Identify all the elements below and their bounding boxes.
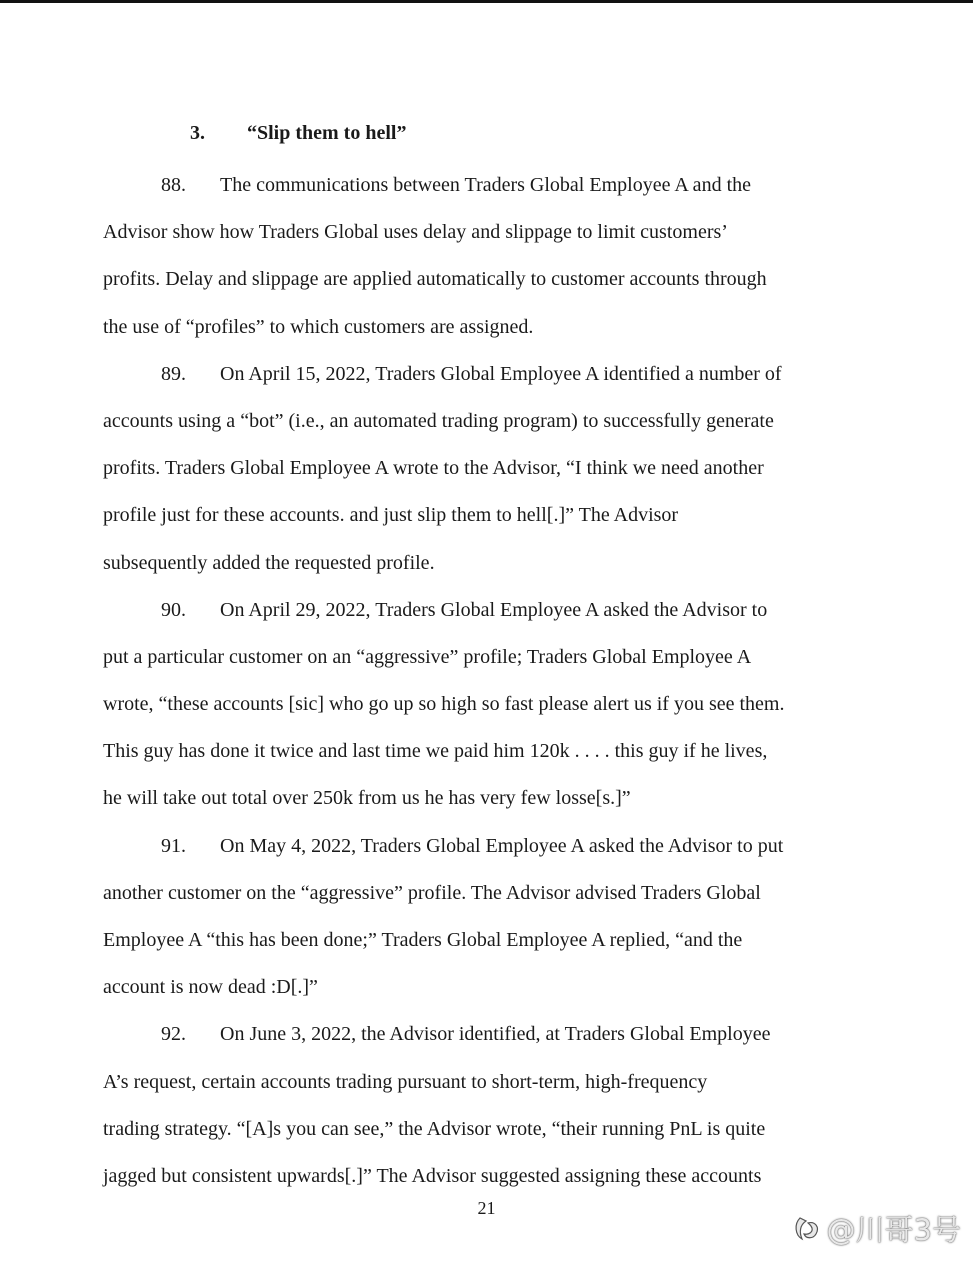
text-line <box>103 634 873 681</box>
paragraph <box>103 1011 873 1200</box>
text-line <box>103 540 873 587</box>
text-line <box>103 209 873 256</box>
line-text: another customer on the “aggressive” profile. The Advisor advised Traders Global <box>103 881 761 904</box>
text-line <box>103 1059 873 1106</box>
watermark-text: @川哥3号 <box>826 1212 961 1247</box>
text-line <box>103 964 873 1011</box>
text-line <box>103 304 873 351</box>
section-heading <box>103 118 873 148</box>
text-line <box>103 870 873 917</box>
text-line <box>103 823 873 870</box>
line-text: On May 4, 2022, Traders Global Employee A asked the Advisor to put <box>220 834 784 857</box>
section-number: 3. <box>190 122 205 144</box>
line-text: On June 3, 2022, the Advisor identified, at Traders Global Employee <box>220 1023 771 1046</box>
line-text: trading strategy. “[A]s you can see,” the Advisor wrote, “their running PnL is quite <box>103 1117 766 1140</box>
line-text: Employee A “this has been done;” Traders Global Employee A replied, “and the <box>103 929 743 951</box>
text-line <box>103 492 873 539</box>
text-line <box>103 162 873 209</box>
text-line <box>103 917 873 964</box>
paragraph <box>103 351 873 587</box>
section-title: “Slip them to hell” <box>247 122 407 144</box>
paragraph-number: 90. <box>161 598 186 621</box>
text-line <box>103 351 873 398</box>
text-line <box>103 256 873 303</box>
text-line <box>103 398 873 445</box>
paragraph-list <box>103 162 873 1200</box>
watermark-logo-icon <box>791 1212 823 1244</box>
paragraph <box>103 587 873 823</box>
line-text: profile just for these accounts. and just slip them to hell[.]” The Advisor <box>103 504 679 527</box>
line-text: accounts using a “bot” (i.e., an automated trading program) to successfully generate <box>103 409 774 432</box>
document-page <box>103 118 873 1200</box>
paragraph <box>103 162 873 351</box>
line-text: jagged but consistent upwards[.]” The Advisor suggested assigning these accounts <box>103 1164 762 1187</box>
line-text: Advisor show how Traders Global uses delay and slippage to limit customers’ <box>103 221 728 244</box>
line-text: he will take out total over 250k from us he has very few losse[s.]” <box>103 787 631 810</box>
text-line <box>103 1153 873 1200</box>
line-text: account is now dead :D[.]” <box>103 976 318 999</box>
text-line <box>103 728 873 775</box>
text-line <box>103 1011 873 1058</box>
text-line <box>103 775 873 822</box>
line-text: The communications between Traders Global Employee A and the <box>220 174 751 196</box>
line-text: put a particular customer on an “aggressive” profile; Traders Global Employee A <box>103 645 752 668</box>
paragraph <box>103 823 873 1012</box>
text-line <box>103 445 873 492</box>
paragraph-number: 91. <box>161 834 186 857</box>
line-text: On April 29, 2022, Traders Global Employee A asked the Advisor to <box>220 598 768 621</box>
line-text: profits. Traders Global Employee A wrote to the Advisor, “I think we need another <box>103 457 764 480</box>
line-text: This guy has done it twice and last time we paid him 120k . . . . this guy if he lives, <box>103 740 768 763</box>
text-line <box>103 681 873 728</box>
line-text: On April 15, 2022, Traders Global Employee A identified a number of <box>220 362 782 385</box>
line-text: wrote, “these accounts [sic] who go up so high so fast please alert us if you see them. <box>103 693 785 716</box>
page-number: 21 <box>477 1198 496 1218</box>
paragraph-number: 92. <box>161 1023 186 1046</box>
watermark <box>791 1208 961 1248</box>
text-line <box>103 1106 873 1153</box>
line-text: the use of “profiles” to which customers are assigned. <box>103 315 534 338</box>
paragraph-number: 88. <box>161 174 186 196</box>
paragraph-number: 89. <box>161 362 186 385</box>
top-border <box>0 0 973 3</box>
text-line <box>103 587 873 634</box>
line-text: subsequently added the requested profile. <box>103 551 435 574</box>
line-text: A’s request, certain accounts trading pursuant to short-term, high-frequency <box>103 1070 708 1093</box>
line-text: profits. Delay and slippage are applied automatically to customer accounts through <box>103 268 767 291</box>
